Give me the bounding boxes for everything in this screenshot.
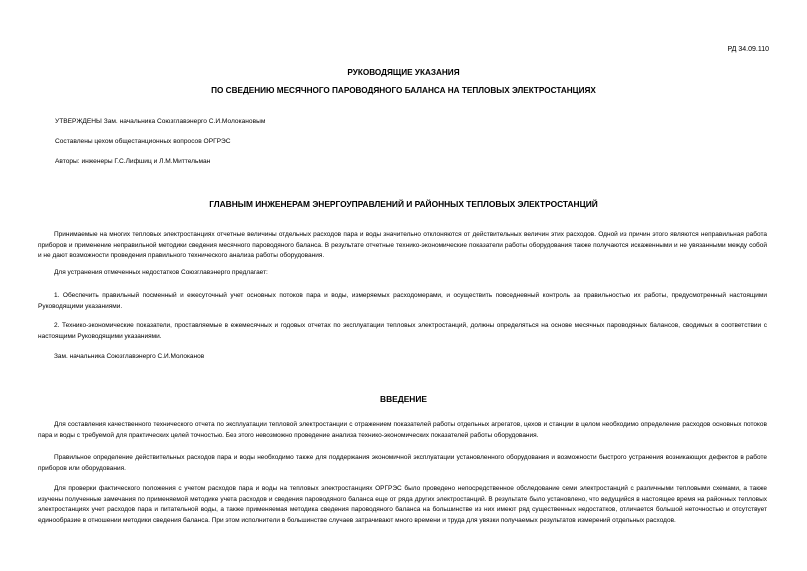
compiled-line: Составлены цехом общестанционных вопросов ОРГРЭС bbox=[55, 138, 231, 145]
document-title: РУКОВОДЯЩИЕ УКАЗАНИЯ bbox=[347, 68, 460, 77]
signature-line: Зам. начальника Союзглавэнерго С.И.Молоканов bbox=[54, 353, 205, 360]
authors-line: Авторы: инженеры Г.С.Лифшиц и Л.М.Миттельман bbox=[55, 158, 211, 165]
paragraph: Для устранения отмеченных недостатков Союзглавэнерго предлагает: bbox=[54, 269, 268, 276]
paragraph: Правильное определение действительных расходов пара и воды необходимо также для поддержания экономичной эксплуатации установленного оборудования и возможности быстрого устранения возникающих дефектов в работе приборов или оборудования. bbox=[38, 454, 767, 472]
section-heading-chief-engineers: ГЛАВНЫМ ИНЖЕНЕРАМ ЭНЕРГОУПРАВЛЕНИЙ И РАЙОННЫХ ТЕПЛОВЫХ ЭЛЕКТРОСТАНЦИЙ bbox=[209, 199, 598, 209]
document-code: РД 34.09.110 bbox=[727, 46, 769, 53]
paragraph: Для составления качественного технического отчета по эксплуатации тепловой электростанции с отражением показателей работы отдельных агрегатов, цехов и станции в целом необходимо определение расходов основных потоков пара и воды с требуемой для практических целей точностью. Без этого невозможно проведение анализа технико-экономических показателей работы оборудования. bbox=[38, 421, 767, 439]
paragraph: Принимаемые на многих тепловых электростанциях отчетные величины отдельных расходов пара и воды значительно отклоняются от действительных величин этих расходов. Одной из причин этого являются неправильная работа приборов и применение неправильной методики сведения месячного пароводяного баланса. В результате отчетные технико-экономические показатели работы оборудования также получаются искаженными и не увязанными между собой и не дают возможности проведения правильного технического анализа работы оборудования. bbox=[38, 231, 767, 259]
paragraph: 1. Обеспечить правильный посменный и ежесуточный учет основных потоков пара и воды, измеряемых расходомерами, и осуществить повседневный контроль за правильностью их работы, предусмотренный настоящими Руководящими указаниями. bbox=[38, 292, 767, 310]
paragraph: Для проверки фактического положения с учетом расходов пара и воды на тепловых электростанциях ОРГРЭС было проведено непосредственное обследование семи электростанций с различными тепловыми схемами, а также изучены полученные замечания по применяемой методике учета расходов и сведения пароводяного баланса еще от ряда других электростанций. В результате было установлено, что ведущийся в настоящее время на районных тепловых электростанциях учет расходов пара и питательной воды, а также применяемая методика сведения пароводяного баланса на большинстве из них имеют ряд существенных недостатков, отличается большой неточностью и отсутствует единообразие в отношении методики сведения баланса. При этом исполнители в большинстве случаев затрачивают много времени и труда для увязки получаемых результатов измерений отдельных расходов. bbox=[38, 485, 767, 524]
approved-line: УТВЕРЖДЕНЫ Зам. начальника Союзглавэнерго С.И.Молокановым bbox=[55, 118, 266, 125]
document-subtitle: ПО СВЕДЕНИЮ МЕСЯЧНОГО ПАРОВОДЯНОГО БАЛАНСА НА ТЕПЛОВЫХ ЭЛЕКТРОСТАНЦИЯХ bbox=[211, 86, 596, 95]
paragraph: 2. Технико-экономические показатели, проставляемые в ежемесячных и годовых отчетах по эксплуатации тепловых электростанций, должны определяться на основе месячных пароводяных балансов, сводимых в соответствии с настоящими Руководящими указаниями. bbox=[38, 322, 767, 340]
section-heading-introduction: ВВЕДЕНИЕ bbox=[380, 394, 427, 404]
